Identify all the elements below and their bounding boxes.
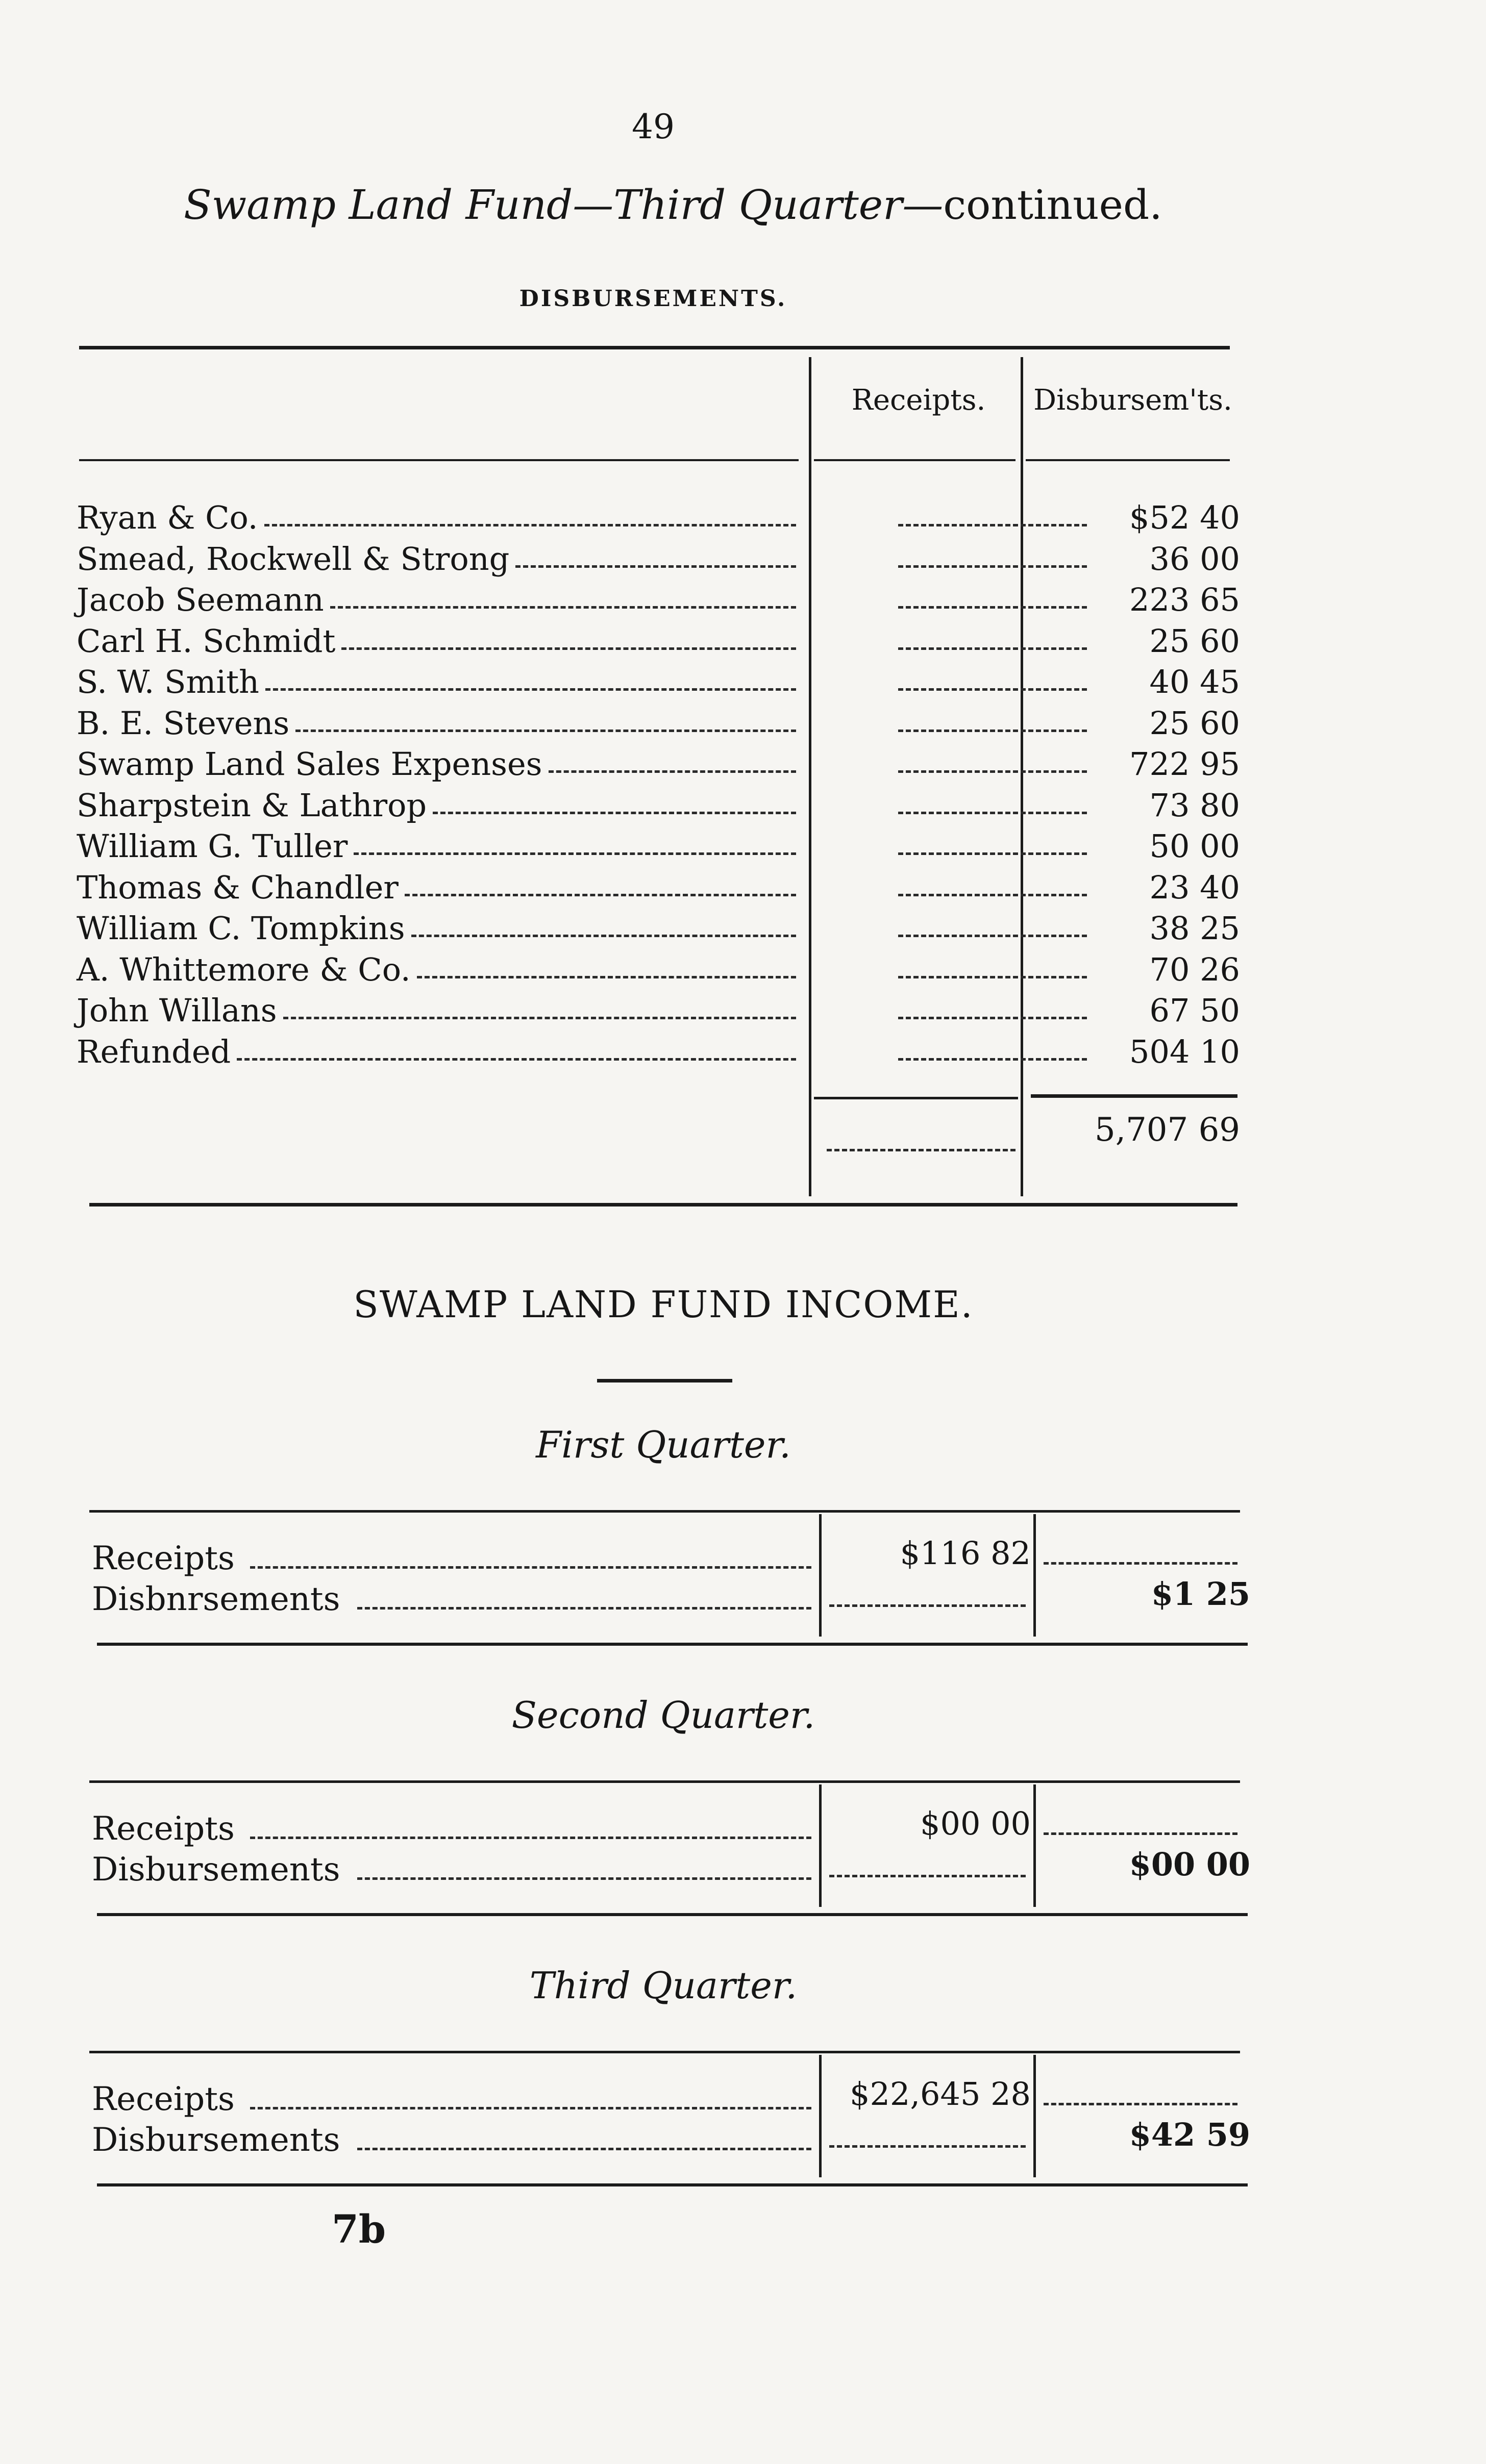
entry-leader [433, 812, 796, 814]
entry-name: Jacob Seemann [77, 581, 324, 618]
table-row [77, 744, 1240, 785]
disbursements-leader [357, 1607, 811, 1610]
entry-name: B. E. Stevens [77, 705, 290, 742]
table-row [77, 580, 1240, 620]
table-row [77, 949, 1240, 990]
receipts-amount: $00 00 [920, 1805, 1031, 1842]
disbursements-label: Disbursements [92, 2121, 340, 2159]
table-row [77, 826, 1240, 867]
disbursements-leader [357, 1877, 811, 1880]
table-top-rule [79, 346, 1230, 349]
total-amount: 5,707 69 [1095, 1111, 1240, 1149]
disbursements-header: Disbursem'ts. [1033, 384, 1232, 417]
entry-name: S. W. Smith [77, 663, 259, 700]
quarter-col-rule-1 [819, 1784, 822, 1907]
table-row [77, 908, 1240, 949]
entry-name: Sharpstein & Lathrop [77, 787, 427, 824]
quarter-balance: $1 25 [1151, 1575, 1250, 1613]
quarter-top-rule [89, 1510, 1240, 1513]
receipts-blank-right [1044, 2103, 1237, 2105]
entry-amount: $52 40 [1129, 499, 1240, 536]
disbursements-blank [829, 2145, 1026, 2148]
receipts-leader [250, 2107, 811, 2109]
receipts-leader [250, 1837, 811, 1839]
disbursements-label: Disbursements [92, 1851, 340, 1889]
entry-leader [549, 770, 796, 773]
entry-leader [283, 1017, 796, 1019]
entry-amount: 70 26 [1149, 951, 1240, 988]
entry-name: Swamp Land Sales Expenses [77, 745, 542, 783]
income-title-rule [597, 1379, 732, 1382]
receipts-blank-right [1044, 1562, 1237, 1565]
entry-amount: 25 60 [1149, 705, 1240, 742]
receipts-amount: $22,645 28 [850, 2075, 1031, 2113]
quarter-title: Second Quarter. [511, 1694, 815, 1737]
entry-leader [237, 1058, 796, 1061]
entry-leader [354, 852, 796, 855]
entry-amount: 36 00 [1149, 540, 1240, 577]
disbursements-title: DISBURSEMENTS. [519, 286, 787, 312]
table-bottom-rule [89, 1203, 1237, 1206]
entry-amount: 722 95 [1129, 745, 1240, 783]
quarter-col-rule-2 [1033, 1784, 1036, 1907]
disbursements-blank [829, 1604, 1026, 1607]
income-title: SWAMP LAND FUND INCOME. [353, 1283, 974, 1326]
receipts-label: Receipts [92, 1810, 235, 1848]
entry-leader [265, 688, 796, 691]
quarter-bottom-rule [97, 1913, 1248, 1916]
quarter-top-rule [89, 1780, 1240, 1783]
header-rule-mid [814, 459, 1016, 461]
quarter-col-rule-1 [819, 1514, 822, 1637]
entry-leader [264, 524, 796, 526]
total-receipts-blank [827, 1149, 1016, 1151]
heading-fund: Swamp Land Fund—Third Quarter— [184, 181, 944, 229]
quarter-balance: $00 00 [1129, 1846, 1250, 1883]
entry-leader [405, 894, 796, 896]
entry-leader [411, 935, 796, 937]
entry-name: Thomas & Chandler [77, 869, 399, 906]
entry-name: Carl H. Schmidt [77, 622, 336, 660]
entry-amount: 67 50 [1149, 992, 1240, 1029]
disbursements-label: Disbnrsements [92, 1580, 340, 1618]
receipts-label: Receipts [92, 1540, 235, 1577]
quarter-col-rule-1 [819, 2055, 822, 2177]
receipts-leader [250, 1566, 811, 1569]
quarter-title: First Quarter. [536, 1423, 791, 1466]
page-number: 49 [632, 107, 675, 146]
quarter-col-rule-2 [1033, 2055, 1036, 2177]
signature-mark: 7b [332, 2206, 386, 2252]
entry-name: William C. Tompkins [77, 910, 405, 947]
entry-name: Ryan & Co. [77, 499, 258, 536]
entry-name: A. Whittemore & Co. [77, 951, 411, 988]
table-row [77, 990, 1240, 1031]
table-row [77, 1032, 1240, 1072]
table-row [77, 539, 1240, 580]
entry-amount: 504 10 [1129, 1033, 1240, 1070]
receipts-blank-right [1044, 1832, 1237, 1835]
entry-name: Smead, Rockwell & Strong [77, 540, 510, 577]
receipts-label: Receipts [92, 2080, 235, 2118]
quarter-bottom-rule [97, 2183, 1248, 2186]
entry-leader [330, 606, 796, 609]
entry-name: John Willans [77, 992, 277, 1029]
receipts-header: Receipts. [851, 384, 986, 417]
quarter-title: Third Quarter. [529, 1964, 798, 2007]
header-rule-right [1026, 459, 1230, 461]
entry-name: William G. Tuller [77, 827, 348, 865]
quarter-top-rule [89, 2051, 1240, 2053]
entry-amount: 25 60 [1149, 622, 1240, 660]
entry-amount: 223 65 [1129, 581, 1240, 618]
total-rule-mid [814, 1097, 1018, 1099]
total-rule-right [1031, 1094, 1237, 1098]
quarter-balance: $42 59 [1129, 2116, 1250, 2153]
table-row [77, 785, 1240, 826]
table-row [77, 662, 1240, 702]
heading-suffix: continued. [943, 181, 1162, 229]
quarter-col-rule-2 [1033, 1514, 1036, 1637]
disbursements-blank [829, 1875, 1026, 1877]
table-row [77, 621, 1240, 662]
page-heading [184, 181, 1162, 229]
table-row [77, 703, 1240, 744]
entry-amount: 50 00 [1149, 827, 1240, 865]
entry-amount: 73 80 [1149, 787, 1240, 824]
entry-amount: 38 25 [1149, 910, 1240, 947]
entry-leader [341, 647, 796, 650]
entry-leader [515, 565, 796, 568]
disbursements-leader [357, 2148, 811, 2150]
table-row [77, 867, 1240, 908]
table-row [77, 497, 1240, 538]
entry-amount: 23 40 [1149, 869, 1240, 906]
receipts-amount: $116 82 [900, 1535, 1031, 1572]
header-rule-left [79, 459, 799, 461]
entry-name: Refunded [77, 1033, 231, 1070]
quarter-bottom-rule [97, 1643, 1248, 1646]
entry-leader [417, 976, 796, 978]
entry-amount: 40 45 [1149, 663, 1240, 700]
entry-leader [295, 730, 796, 732]
